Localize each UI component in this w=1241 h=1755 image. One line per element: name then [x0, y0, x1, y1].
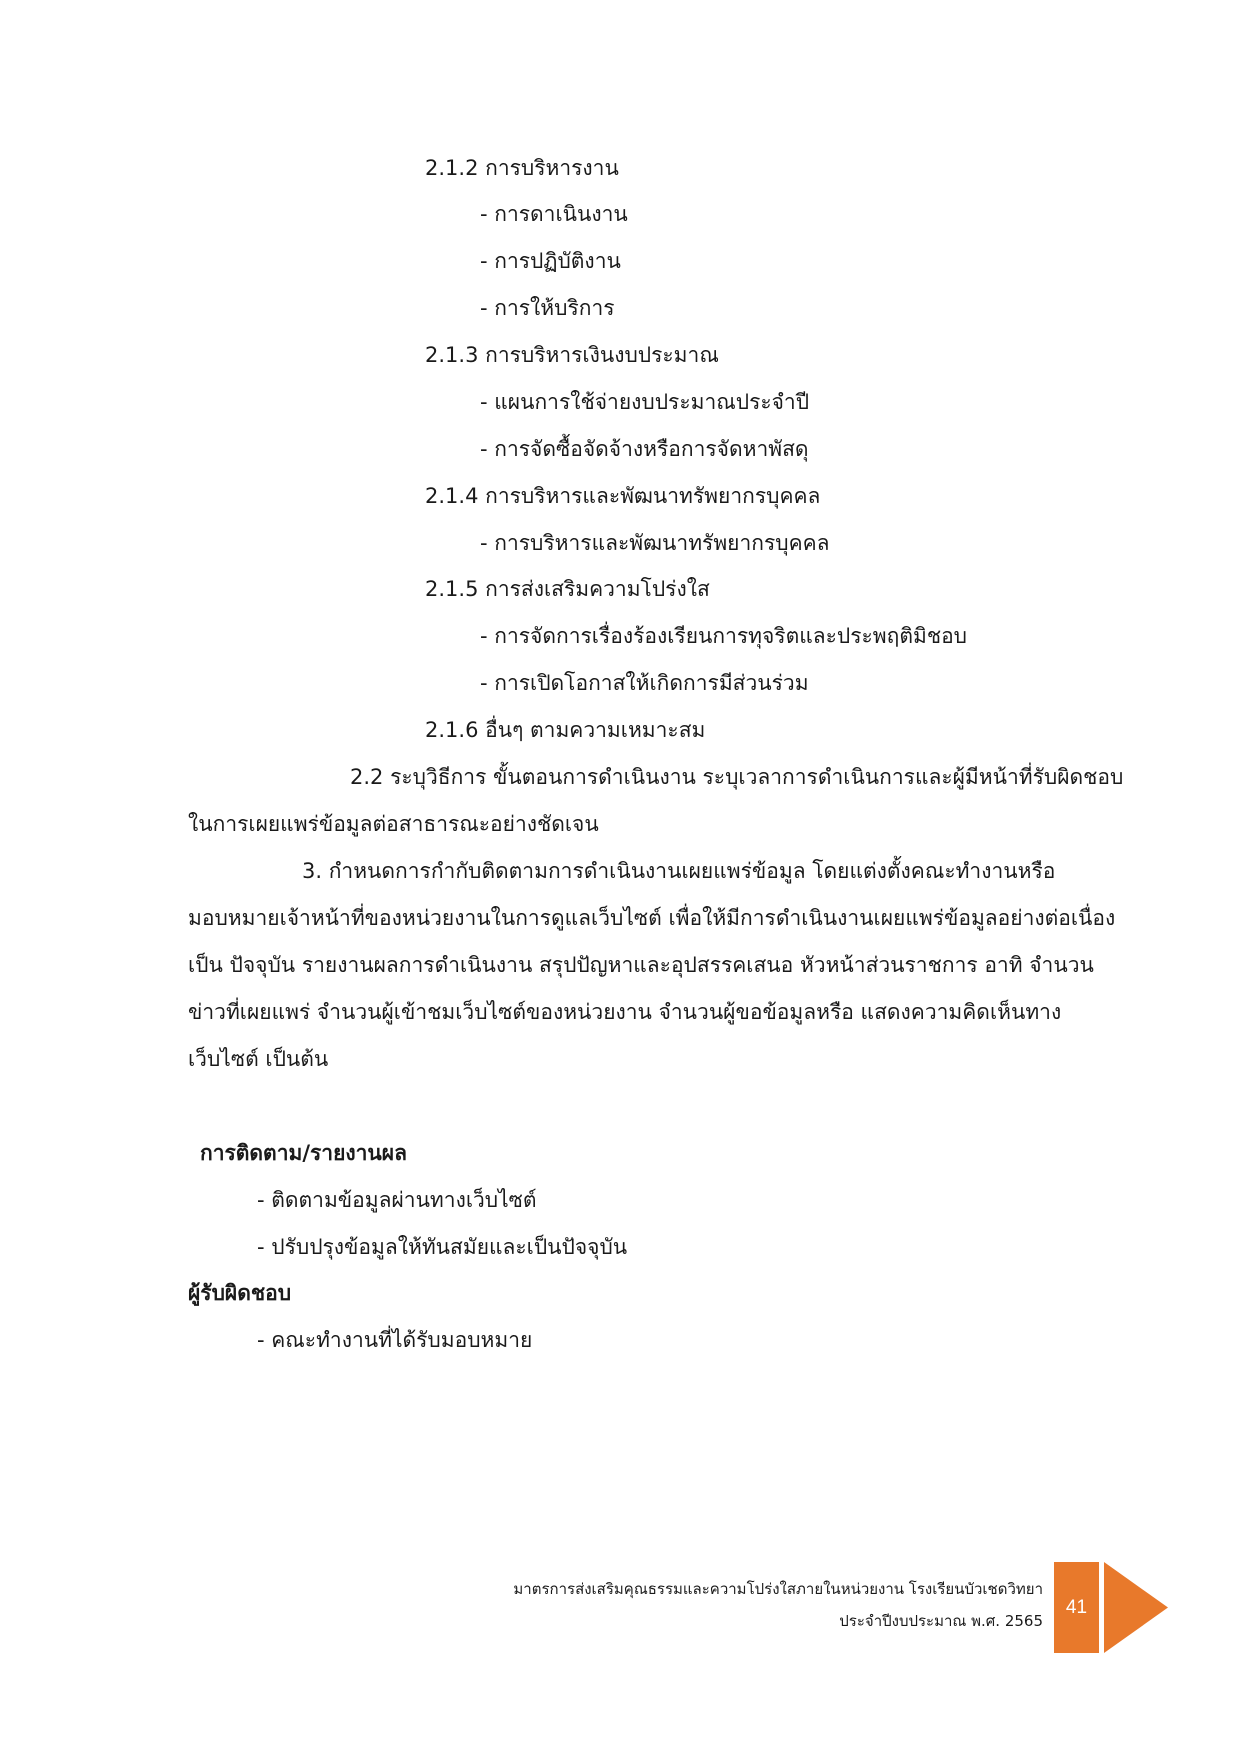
list-item: - การดาเนินงาน	[480, 202, 628, 226]
list-item: - แผนการใช้จ่ายงบประมาณประจำปี	[480, 390, 810, 414]
list-item: - การปฏิบัติงาน	[480, 249, 621, 273]
list-item: - คณะทำงานที่ได้รับมอบหมาย	[257, 1328, 533, 1352]
list-item: - การจัดการเรื่องร้องเรียนการทุจริตและประพฤติมิชอบ	[480, 624, 968, 648]
responsible-heading: ผู้รับผิดชอบ	[188, 1281, 292, 1305]
section-2-1-2-title: 2.1.2 การบริหารงาน	[425, 156, 619, 180]
page-number: 41	[1054, 1562, 1099, 1653]
section-2-1-3-title: 2.1.3 การบริหารเงินงบประมาณ	[425, 343, 719, 367]
paragraph-3-line: 3. กำหนดการกำกับติดตามการดำเนินงานเผยแพร่ข้อมูล โดยแต่งตั้งคณะทำงานหรือ	[302, 859, 1056, 883]
monitoring-heading: การติดตาม/รายงานผล	[200, 1141, 407, 1165]
list-item: - การบริหารและพัฒนาทรัพยากรบุคคล	[480, 531, 830, 555]
footer-fiscal-year: ประจำปีงบประมาณ พ.ศ. 2565	[839, 1612, 1043, 1630]
paragraph-3-line: เป็น ปัจจุบัน รายงานผลการดำเนินงาน สรุปปัญหาและอุปสรรคเสนอ หัวหน้าส่วนราชการ อาทิ จำนวน	[188, 953, 1094, 977]
paragraph-3-line: เว็บไซต์ เป็นต้น	[188, 1047, 329, 1071]
section-2-1-5-title: 2.1.5 การส่งเสริมความโปร่งใส	[425, 577, 710, 601]
list-item: - การจัดซื้อจัดจ้างหรือการจัดหาพัสดุ	[480, 437, 809, 461]
footer-title: มาตรการส่งเสริมคุณธรรมและความโปร่งใสภายในหน่วยงาน โรงเรียนบัวเชดวิทยา	[513, 1580, 1043, 1598]
paragraph-2-2-line: 2.2 ระบุวิธีการ ขั้นตอนการดำเนินงาน ระบุเวลาการดำเนินการและผู้มีหน้าที่รับผิดชอบ	[350, 765, 1124, 789]
section-2-1-4-title: 2.1.4 การบริหารและพัฒนาทรัพยากรบุคคล	[425, 484, 821, 508]
arrow-shape	[1104, 1562, 1168, 1653]
section-2-1-6-title: 2.1.6 อื่นๆ ตามความเหมาะสม	[425, 718, 706, 742]
list-item: - การให้บริการ	[480, 296, 615, 320]
list-item: - ปรับปรุงข้อมูลให้ทันสมัยและเป็นปัจจุบัน	[257, 1235, 628, 1259]
paragraph-3-line: มอบหมายเจ้าหน้าที่ของหน่วยงานในการดูแลเว็บไซต์ เพื่อให้มีการดำเนินงานเผยแพร่ข้อมูลอย่างต่อเนื่อง	[188, 906, 1116, 930]
list-item: - การเปิดโอกาสให้เกิดการมีส่วนร่วม	[480, 671, 809, 695]
paragraph-2-2-line: ในการเผยแพร่ข้อมูลต่อสาธารณะอย่างชัดเจน	[188, 812, 599, 836]
list-item: - ติดตามข้อมูลผ่านทางเว็บไซต์	[257, 1188, 537, 1212]
next-arrow-icon	[1104, 1562, 1168, 1653]
paragraph-3-line: ข่าวที่เผยแพร่ จำนวนผู้เข้าชมเว็บไซต์ของหน่วยงาน จำนวนผู้ขอข้อมูลหรือ แสดงความคิดเห็นทาง	[188, 1000, 1062, 1024]
